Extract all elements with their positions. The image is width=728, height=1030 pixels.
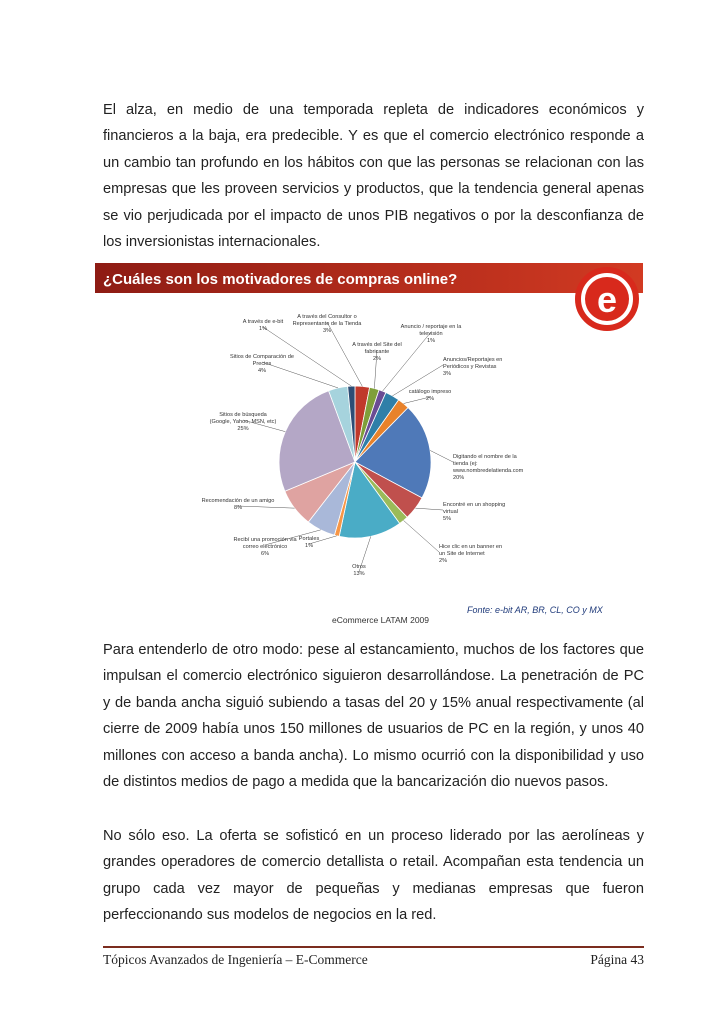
slice-label: catálogo impreso 2% — [408, 389, 452, 402]
slice-label: Recomendación de un amigo 8% — [201, 498, 275, 511]
slice-label: Anuncios/Reportajes en Periódicos y Revistas 3% — [443, 357, 503, 377]
leader-line — [238, 506, 295, 508]
leader-line — [327, 322, 362, 386]
slice-label: A través de e-bit 1% — [242, 319, 284, 332]
logo-letter: e — [596, 279, 618, 320]
slice-label: Anuncio / reportaje en la televisión 1% — [400, 324, 462, 344]
banner-title: ¿Cuáles son los motivadores de compras online? — [103, 271, 458, 288]
footer-rule — [103, 946, 644, 948]
slice-label: Portales 1% — [298, 536, 320, 549]
chart-figure — [95, 263, 643, 625]
slice-label: Recibí una promoción via correo electrónico 6% — [233, 537, 297, 557]
slice-label: Hice clic en un banner en un Site de Internet 2% — [439, 544, 503, 564]
leader-line — [415, 508, 443, 510]
slice-label: Sitios de búsqueda (Google, Yahoo, MSN, etc) 25% — [209, 412, 277, 432]
paragraph-3: No sólo eso. La oferta se sofisticó en un proceso liderado por las aerolíneas y grandes operadores de comercio detallista o retail. Acompañan esta tendencia un grupo cada vez mayor de pequeñas y medianas empresas que fueron perfeccionando sus modelos de negocios en la red. — [103, 828, 644, 924]
paragraph-1: El alza, en medio de una temporada repleta de indicadores económicos y financieros a la baja, era predecible. Y es que el comercio electrónico responde a un cambio tan profundo en los hábitos con que las personas se relacionan con las empresas que les proveen servicios y productos, que la tendencia general apenas se vio perjudicada por el impacto de unos PIB negativos o por la desconfianza de los inversionistas internacionales. — [103, 102, 644, 251]
slice-label: Sitios de Comparación de Precios 4% — [229, 354, 295, 374]
pie-slices — [279, 386, 431, 538]
page-number: Página 43 — [590, 952, 644, 967]
ebit-logo — [578, 270, 636, 328]
leader-line — [430, 450, 453, 462]
pie-chart-svg — [95, 263, 643, 625]
footer-title: Tópicos Avanzados de Ingeniería – E-Commerce — [103, 952, 368, 967]
leader-line — [404, 520, 439, 552]
slice-label: A través del Site del fabricante 2% — [352, 342, 402, 362]
paragraph-2: Para entenderlo de otro modo: pese al estancamiento, muchos de los factores que impulsan el comercio electrónico siguieron desarrollándose. La penetración de PC y de banda ancha siguió subiendo a tasas del 20 y 15% anual respectivamente (al cierre de 2009 había unos 150 millones de usuarios de PC en la región, y unos 40 millones con acceso a banda ancha). Lo mismo ocurrió con la disponibilidad y uso de distintos medios de pago a medida que la bancarización dio nuevos pasos. — [103, 642, 644, 791]
slice-label: Otros 13% — [352, 564, 366, 577]
figure-caption: eCommerce LATAM 2009 — [332, 615, 429, 625]
slice-label: A través del Consultor o Representante de la Tienda 3% — [292, 314, 362, 334]
slice-label: Digitando el nombre de la tienda (ej: www.nombredelatienda.com 20% — [453, 454, 524, 481]
leader-line — [383, 332, 431, 391]
leader-line — [262, 362, 338, 388]
slice-label: Encontré en un shopping virtual 5% — [443, 502, 506, 522]
source-note: Fonte: e-bit AR, BR, CL, CO y MX — [467, 605, 603, 615]
